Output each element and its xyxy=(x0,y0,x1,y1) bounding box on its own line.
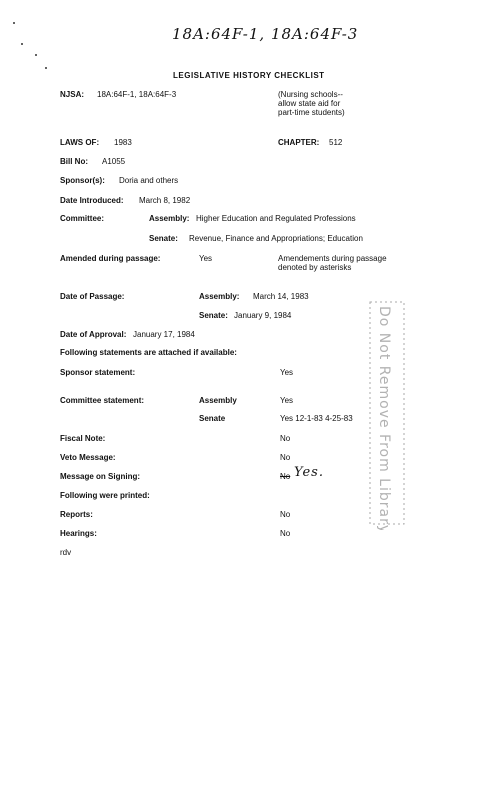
fiscal-note-label: Fiscal Note: xyxy=(60,434,106,443)
veto-message-label: Veto Message: xyxy=(60,453,116,462)
committee-assembly-value: Higher Education and Regulated Professions xyxy=(196,214,356,223)
njsa-label: NJSA: xyxy=(60,90,85,99)
committee-assembly-label: Assembly: xyxy=(149,214,190,223)
date-of-passage-label: Date of Passage: xyxy=(60,292,125,301)
initials: rdv xyxy=(60,548,72,557)
following-attached: Following statements are attached if available: xyxy=(60,348,237,357)
njsa-note-line-1: (Nursing schools-- xyxy=(278,90,343,99)
committee-statement-label: Committee statement: xyxy=(60,396,145,405)
margin-speck xyxy=(35,54,37,56)
amended-label: Amended during passage: xyxy=(60,254,161,263)
message-on-signing-label: Message on Signing: xyxy=(60,472,141,481)
laws-of-value: 1983 xyxy=(114,138,132,147)
date-of-approval-label: Date of Approval: xyxy=(60,330,127,339)
amended-value: Yes xyxy=(199,254,213,263)
date-introduced-label: Date Introduced: xyxy=(60,196,124,205)
hearings-label: Hearings: xyxy=(60,529,97,538)
committee-label: Committee: xyxy=(60,214,105,223)
bill-no-label: Bill No: xyxy=(60,157,88,166)
following-printed: Following were printed: xyxy=(60,491,150,500)
veto-message-value: No xyxy=(280,453,291,462)
committee-senate-value: Revenue, Finance and Appropriations; Education xyxy=(189,234,363,243)
njsa-note-line-2: allow state aid for xyxy=(278,99,341,108)
handwritten-header: 18A:64F-1, 18A:64F-3 xyxy=(172,25,359,43)
stamp-text: Do Not Remove From Library xyxy=(376,306,392,530)
page-title: LEGISLATIVE HISTORY CHECKLIST xyxy=(173,71,325,80)
cs-assembly-label: Assembly xyxy=(199,396,237,405)
reports-value: No xyxy=(280,510,291,519)
sponsor-statement-value: Yes xyxy=(280,368,294,377)
margin-speck xyxy=(13,22,15,24)
sponsor-statement-label: Sponsor statement: xyxy=(60,368,136,377)
passage-senate-label: Senate: xyxy=(199,311,228,320)
njsa-note-line-3: part-time students) xyxy=(278,108,345,117)
njsa-value: 18A:64F-1, 18A:64F-3 xyxy=(97,90,177,99)
passage-assembly-label: Assembly: xyxy=(199,292,240,301)
margin-speck xyxy=(45,67,47,69)
cs-senate-value: Yes 12-1-83 4-25-83 xyxy=(280,414,353,423)
amended-note-line-2: denoted by asterisks xyxy=(278,263,352,272)
message-on-signing-struck: No xyxy=(280,472,291,481)
bill-no-value: A1055 xyxy=(102,157,126,166)
chapter-label: CHAPTER: xyxy=(278,138,320,147)
passage-assembly-value: March 14, 1983 xyxy=(253,292,309,301)
cs-senate-label: Senate xyxy=(199,414,226,423)
fiscal-note-value: No xyxy=(280,434,291,443)
message-on-signing-handwritten: Yes. xyxy=(294,465,324,480)
margin-speck xyxy=(21,43,23,45)
committee-senate-label: Senate: xyxy=(149,234,178,243)
reports-label: Reports: xyxy=(60,510,93,519)
chapter-value: 512 xyxy=(329,138,343,147)
sponsors-value: Doria and others xyxy=(119,176,179,185)
library-stamp xyxy=(352,300,412,530)
passage-senate-value: January 9, 1984 xyxy=(234,311,292,320)
date-of-approval-value: January 17, 1984 xyxy=(133,330,195,339)
laws-of-label: LAWS OF: xyxy=(60,138,100,147)
date-introduced-value: March 8, 1982 xyxy=(139,196,191,205)
sponsors-label: Sponsor(s): xyxy=(60,176,105,185)
amended-note-line-1: Amendements during passage xyxy=(278,254,387,263)
cs-assembly-value: Yes xyxy=(280,396,294,405)
hearings-value: No xyxy=(280,529,291,538)
